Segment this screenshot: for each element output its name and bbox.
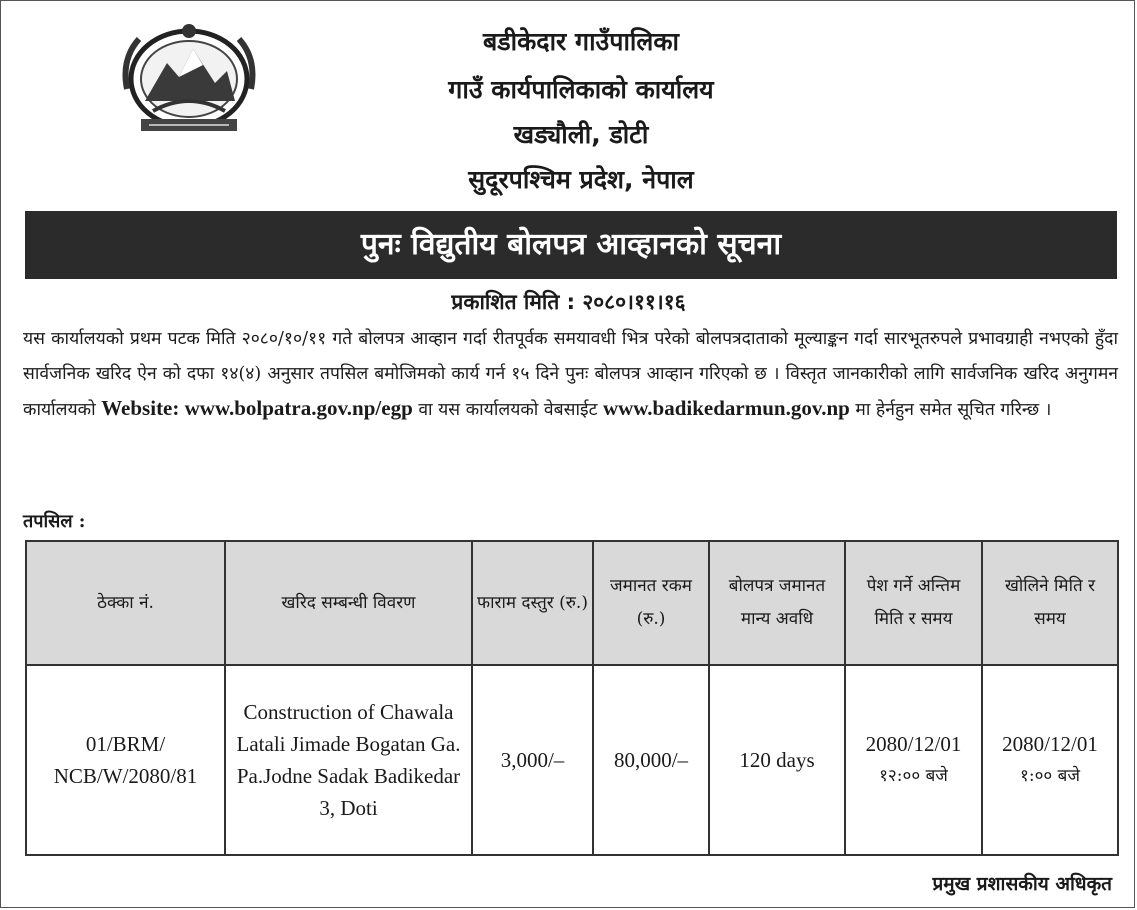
cell-submission-deadline bbox=[845, 665, 982, 855]
header-submission-deadline: पेश गर्ने अन्तिम मिति र समय bbox=[845, 541, 982, 665]
notice-text-part2: वा यस कार्यालयको वेबसाईट bbox=[412, 400, 603, 421]
municipality-name: बडीकेदार गाउँपालिका bbox=[482, 27, 680, 56]
cell-description: Construction of Chawala Latali Jimade Bogatan Ga. Pa.Jodne Sadak Badikedar 3, Doti bbox=[225, 665, 472, 855]
header-bid-security-validity: बोलपत्र जमानत मान्य अवधि bbox=[709, 541, 845, 665]
details-label: तपसिल : bbox=[23, 511, 86, 532]
notice-body bbox=[23, 322, 1118, 428]
header-contract-no: ठेक्का नं. bbox=[26, 541, 225, 665]
table-row bbox=[26, 665, 1118, 855]
published-date: प्रकाशित मिति : २०८०।११।१६ bbox=[451, 290, 686, 314]
cell-bid-security-validity: 120 days bbox=[709, 665, 845, 855]
office-location: खड्यौली, डोटी bbox=[513, 120, 649, 149]
cell-form-fee: 3,000/– bbox=[472, 665, 593, 855]
opening-date: 2080/12/01 bbox=[1002, 732, 1098, 756]
submission-time: १२:०० बजे bbox=[879, 766, 948, 786]
notice-text-part3: मा हेर्नहुन समेत सूचित गरिन्छ । bbox=[849, 400, 1052, 421]
signer-title: प्रमुख प्रशासकीय अधिकृत bbox=[932, 873, 1112, 895]
province-country: सुदूरपश्चिम प्रदेश, नेपाल bbox=[468, 165, 694, 194]
table-header-row bbox=[26, 541, 1118, 665]
opening-time: १:०० बजे bbox=[1020, 766, 1080, 786]
notice-title: पुनः विद्युतीय बोलपत्र आव्हानको सूचना bbox=[25, 211, 1117, 279]
website-municipality-link[interactable]: www.badikedarmun.gov.np bbox=[602, 396, 850, 421]
header-description: खरिद सम्बन्धी विवरण bbox=[225, 541, 472, 665]
header-opening-datetime: खोलिने मिति र समय bbox=[982, 541, 1118, 665]
submission-date: 2080/12/01 bbox=[865, 732, 962, 756]
website-egp-link[interactable]: Website: www.bolpatra.gov.np/egp bbox=[101, 396, 413, 421]
office-name: गाउँ कार्यपालिकाको कार्यालय bbox=[448, 75, 714, 104]
cell-contract-no: 01/BRM/ NCB/W/2080/81 bbox=[26, 665, 225, 855]
tender-table bbox=[25, 540, 1119, 856]
cell-opening-datetime bbox=[982, 665, 1118, 855]
header-form-fee: फाराम दस्तुर (रु.) bbox=[472, 541, 593, 665]
nepal-emblem-icon bbox=[119, 19, 259, 137]
header-security-amount: जमानत रकम (रु.) bbox=[593, 541, 709, 665]
cell-security-amount: 80,000/– bbox=[593, 665, 709, 855]
notice-text-part1: यस कार्यालयको प्रथम पटक मिति २०८०/१०/११ गते बोलपत्र आव्हान गर्दा रीतपूर्वक समयावधी भित्र परेको बोलपत्रदाताको मूल्याङ्कन गर्दा सारभूतरुपले प्रभावग्राही नभएको हुँदा सार्वजनिक खरिद ऐन को दफा १४(४) अनुसार तपसिल बमोजिमको कार्य गर्न १५ दिने पुनः बोलपत्र आव्हान गरिएको छ । विस्तृत जानकारीको लागि सार्वजनिक खरिद अनुगमन कार्यालयको bbox=[23, 329, 1118, 421]
